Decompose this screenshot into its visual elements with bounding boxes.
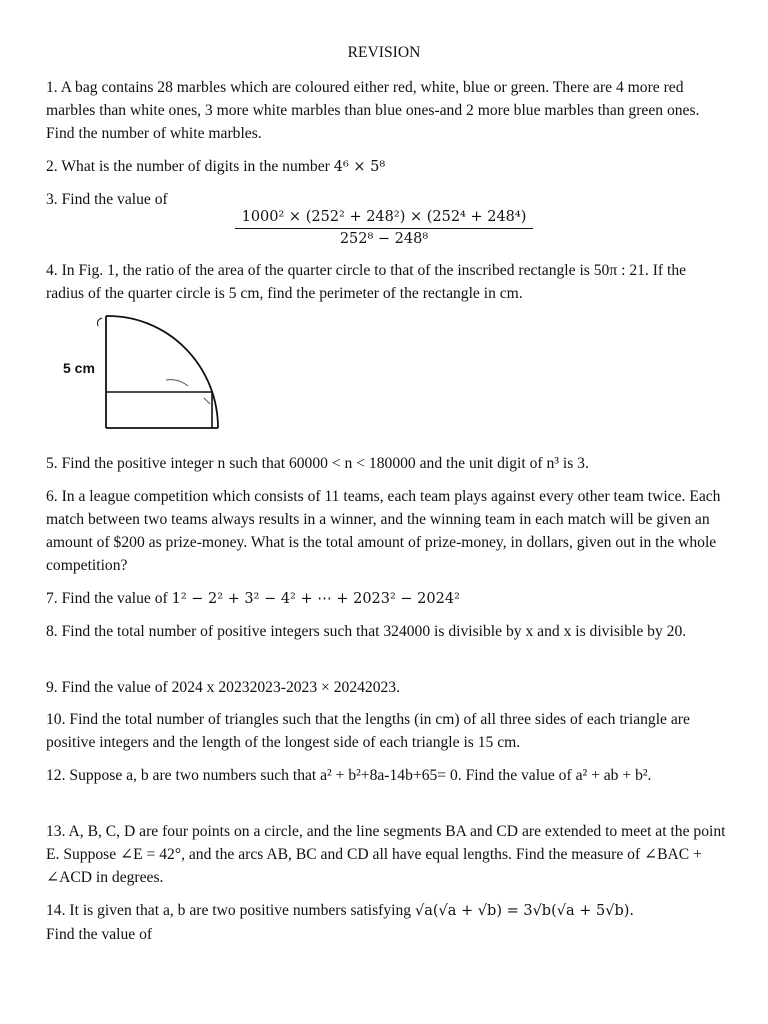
question-14-math: √a(√a + √b) = 3√b(√a + 5√b). xyxy=(415,903,635,919)
question-14-text-2: Find the value of xyxy=(46,926,153,943)
quarter-circle-arc xyxy=(106,316,218,428)
quarter-circle-diagram xyxy=(46,308,236,444)
fraction-numerator: 1000² × (252² + 248²) × (252⁴ + 248⁴) xyxy=(235,209,533,229)
fraction-denominator: 252⁸ − 248⁸ xyxy=(339,231,429,247)
figure-sketch-mark xyxy=(166,380,188,386)
question-2-text: 2. What is the number of digits in the number xyxy=(46,158,334,175)
question-2 xyxy=(46,155,726,179)
question-7 xyxy=(46,587,726,611)
question-1: 1. A bag contains 28 marbles which are coloured either red, white, blue or green. There are 4 more red marbles than white ones, 3 more white marbles than blue ones-and 2 more blue marbles than green ones. Find the number of white marbles. xyxy=(46,79,700,142)
question-14-text: 14. It is given that a, b are two positive numbers satisfying xyxy=(46,902,415,919)
page-title: REVISION xyxy=(347,44,421,61)
question-14 xyxy=(46,899,726,946)
question-9: 9. Find the value of 2024 x 20232023-2023 × 20242023. xyxy=(46,679,400,696)
question-3: 3. Find the value of xyxy=(46,191,168,208)
question-4: 4. In Fig. 1, the ratio of the area of the quarter circle to that of the inscribed rectangle is 50π : 21. If the radius of the quarter circle is 5 cm, find the perimeter of the rectangle in cm. xyxy=(46,262,687,302)
question-3-fraction xyxy=(235,209,533,247)
question-2-math: 4⁶ × 5⁸ xyxy=(333,159,386,175)
question-8: 8. Find the total number of positive integers such that 324000 is divisible by x and x is divisible by 20. xyxy=(46,623,687,640)
question-12: 12. Suppose a, b are two numbers such that a² + b²+8a-14b+65= 0. Find the value of a² + ab + b². xyxy=(46,767,652,784)
figure-radius-label: 5 cm xyxy=(63,360,95,376)
question-7-text: 7. Find the value of xyxy=(46,590,172,607)
question-10: 10. Find the total number of triangles such that the lengths (in cm) of all three sides of each triangle are positive integers and the length of the longest side of each triangle is 15 cm. xyxy=(46,711,690,751)
figure-bracket-mark xyxy=(98,318,103,326)
figure-tick-mark xyxy=(204,398,210,404)
question-13: 13. A, B, C, D are four points on a circle, and the line segments BA and CD are extended to meet at the point E. Suppose ∠E = 42°, and the arcs AB, BC and CD all have equal lengths. Find the measure of ∠BAC + ∠ACD in degrees. xyxy=(46,823,726,886)
question-7-math: 1² − 2² + 3² − 4² + ⋯ + 2023² − 2024² xyxy=(171,591,460,607)
quarter-circle-figure xyxy=(46,308,236,444)
question-5: 5. Find the positive integer n such that 60000 < n < 180000 and the unit digit of n³ is 3. xyxy=(46,455,589,472)
question-6: 6. In a league competition which consists of 11 teams, each team plays against every other team twice. Each match between two teams always results in a winner, and the winning team in each match will be given an amount of $200 as prize-money. What is the total amount of prize-money, in dollars, given out in the whole competition? xyxy=(46,488,721,574)
